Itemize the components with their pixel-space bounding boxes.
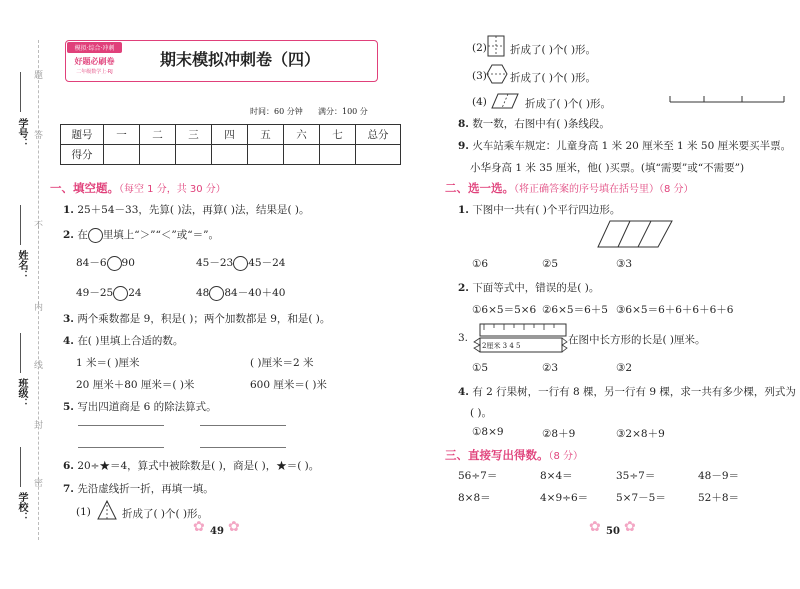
q-number: 8. <box>458 118 469 130</box>
school-field[interactable] <box>20 447 21 487</box>
choice-4 <box>458 384 796 399</box>
q-number: 6. <box>63 460 74 472</box>
q-text: 20÷★＝4，算式中被除数是( )，商是( )，★＝( )。 <box>77 460 320 472</box>
compare-item <box>196 255 285 271</box>
question-3 <box>63 311 330 326</box>
q-text: 25＋54－33，先算( )法，再算( )法，结果是( )。 <box>77 204 310 216</box>
score-input-cell[interactable] <box>356 145 401 165</box>
name-field[interactable] <box>20 205 21 245</box>
answer-line[interactable] <box>200 447 286 448</box>
q-text: 两个乘数都是 9，积是( )；两个加数都是 9，和是( )。 <box>77 313 331 325</box>
cut-char: 密 <box>34 479 44 489</box>
section-1-title: 一、填空题。 <box>50 181 119 195</box>
score-header-cell: 三 <box>176 125 212 145</box>
answer-line[interactable] <box>200 425 286 426</box>
parallelograms-figure <box>596 219 674 249</box>
q-number: 2. <box>458 282 469 294</box>
cut-char: 封 <box>34 421 44 431</box>
choice-4-line2: ( )。 <box>470 407 493 419</box>
answer-line[interactable] <box>78 425 164 426</box>
q7-part-2-label: (2) <box>472 42 487 54</box>
score-input-cell[interactable] <box>140 145 176 165</box>
score-input-cell[interactable] <box>104 145 140 165</box>
ruler-label: 2厘米 3 4 5 <box>482 342 521 350</box>
q-number: 1. <box>63 204 74 216</box>
option[interactable]: ①5 <box>472 362 489 374</box>
section-3-header <box>445 447 583 463</box>
score-header-cell: 题号 <box>61 125 104 145</box>
compare-circle[interactable] <box>107 256 122 271</box>
q-text: 在( )里填上合适的数。 <box>77 335 184 347</box>
q7-part-4-text: 折成了( )个( )形。 <box>525 98 612 110</box>
calc-item[interactable]: 56÷7＝ <box>458 470 498 482</box>
section-1-header <box>50 180 226 196</box>
score-input-cell[interactable] <box>320 145 356 165</box>
choice-2 <box>458 280 599 295</box>
question-7 <box>63 481 214 496</box>
compare-left: 45－23 <box>196 257 234 269</box>
q-text: 下图中一共有( )个平行四边形。 <box>472 204 621 216</box>
choice-3-number: 3. <box>458 332 469 344</box>
score-input-cell[interactable] <box>284 145 320 165</box>
q-number: 5. <box>63 401 74 413</box>
q-text: 数一数，右图中有( )条线段。 <box>472 118 610 130</box>
question-2 <box>63 227 219 243</box>
calc-item[interactable]: 5×7－5＝ <box>616 492 666 504</box>
compare-circle[interactable] <box>209 286 224 301</box>
full-score: 满分：100 分 <box>318 107 368 116</box>
section-3-note: （8 分） <box>548 451 584 462</box>
compare-circle[interactable] <box>233 256 248 271</box>
score-header-cell: 七 <box>320 125 356 145</box>
question-1 <box>63 202 310 217</box>
cut-char: 线 <box>34 361 44 371</box>
q-number: 7. <box>63 483 74 495</box>
cut-char: 答 <box>34 131 44 141</box>
q-number: 4. <box>458 386 469 398</box>
score-input-cell[interactable] <box>176 145 212 165</box>
section-2-title: 二、选一选。 <box>445 181 514 195</box>
option[interactable]: ①6 <box>472 258 489 270</box>
q-text: 先沿虚线折一折，再填一填。 <box>77 483 214 495</box>
question-4 <box>63 333 183 348</box>
palm-icon: ✿ <box>589 519 601 535</box>
student-number-label: 学号： <box>16 118 27 148</box>
option[interactable]: ①6×5＝5×6 <box>472 304 537 316</box>
q4-item: 600 厘米＝( )米 <box>250 379 327 391</box>
question-6 <box>63 458 319 473</box>
cut-char: 题 <box>34 71 44 81</box>
class-label: 班级： <box>16 378 27 408</box>
compare-right: 45－24 <box>248 257 286 269</box>
q7-part-1-text: 折成了( )个( )形。 <box>122 508 209 520</box>
page-number-left: 49 <box>210 526 224 537</box>
page-number-right: 50 <box>606 526 620 537</box>
q7-part-2-text: 折成了( )个( )形。 <box>510 44 597 56</box>
option[interactable]: ②8＋9 <box>542 428 576 440</box>
calc-item[interactable]: 52＋8＝ <box>698 492 740 504</box>
option[interactable]: ③3 <box>616 258 633 270</box>
score-header-cell: 二 <box>140 125 176 145</box>
section-3-title: 三、直接写出得数。 <box>445 448 549 462</box>
question-9-line2: 小华身高 1 米 35 厘米，他( )买票。(填“需要”或“不需要”) <box>470 162 745 174</box>
compare-item <box>76 285 142 301</box>
score-header-cell: 六 <box>284 125 320 145</box>
q-number: 1. <box>458 204 469 216</box>
q4-item: 20 厘米＋80 厘米＝( )米 <box>76 379 195 391</box>
brand-name: 好题必刷卷 <box>74 57 115 66</box>
calc-item[interactable]: 4×9÷6＝ <box>540 492 589 504</box>
q-text: 写出四道商是 6 的除法算式。 <box>77 401 217 413</box>
q4-item: 1 米＝( )厘米 <box>76 357 140 369</box>
compare-right: 90 <box>121 257 135 269</box>
section-2-header <box>445 180 694 196</box>
circle-blank-icon <box>88 228 103 243</box>
option[interactable]: ②5 <box>542 258 559 270</box>
page-title: 期末模拟冲刺卷（四） <box>160 50 321 69</box>
q-number: 4. <box>63 335 74 347</box>
compare-item <box>76 255 135 271</box>
brand-grade: 二年级数学上·RJ <box>76 69 113 75</box>
section-1-note: （每空 1 分，共 30 分） <box>119 184 226 195</box>
hexagon-shape-icon <box>486 63 508 85</box>
q4-item: ( )厘米＝2 米 <box>250 357 314 369</box>
q-text: 有 2 行果树，一行有 8 棵，另一行有 9 棵，求一共有多少棵，列式为 <box>472 386 796 398</box>
parallelogram-shape-icon <box>490 92 520 110</box>
question-8 <box>458 116 610 131</box>
q-number: 3. <box>63 313 74 325</box>
score-table <box>60 124 401 165</box>
compare-right: 84－40＋40 <box>224 287 286 299</box>
choice-1 <box>458 202 620 217</box>
calc-item[interactable]: 8×8＝ <box>458 492 491 504</box>
option[interactable]: ③6×5＝6＋6＋6＋6＋6 <box>616 304 734 316</box>
q7-part-3-text: 折成了( )个( )形。 <box>510 72 597 84</box>
palm-icon: ✿ <box>193 519 205 535</box>
question-5 <box>63 399 217 414</box>
q7-part-4-label: (4) <box>472 96 487 108</box>
palm-icon: ✿ <box>228 519 240 535</box>
compare-left: 49－25 <box>76 287 114 299</box>
score-input-cell[interactable] <box>212 145 248 165</box>
brand-top: 模拟·综合·冲刺 <box>67 42 122 53</box>
calc-item[interactable]: 8×4＝ <box>540 470 573 482</box>
school-label: 学校： <box>16 492 27 522</box>
binding-margin-line <box>38 40 39 540</box>
option[interactable]: ②6×5＝6＋5 <box>542 304 608 316</box>
score-header-cell: 总分 <box>356 125 401 145</box>
q-number: 9. <box>458 140 469 152</box>
q-text: 里填上“＞”“＜”或“＝”。 <box>102 229 220 241</box>
palm-icon: ✿ <box>624 519 636 535</box>
score-input-cell[interactable] <box>248 145 284 165</box>
q-text: 在 <box>77 229 88 241</box>
cut-char: 内 <box>34 303 44 313</box>
q-number: 2. <box>63 229 74 241</box>
score-header-cell: 五 <box>248 125 284 145</box>
calc-item[interactable]: 35÷7＝ <box>616 470 656 482</box>
time-limit: 时间：60 分钟 <box>250 107 303 116</box>
score-header-cell: 四 <box>212 125 248 145</box>
option[interactable]: ②3 <box>542 362 559 374</box>
q7-part-3-label: (3) <box>472 70 487 82</box>
compare-item <box>196 285 285 301</box>
class-field[interactable] <box>20 333 21 373</box>
brand-logo <box>67 42 122 76</box>
answer-line[interactable] <box>78 447 164 448</box>
name-label: 姓名： <box>16 250 27 280</box>
option[interactable]: ③2×8＋9 <box>616 428 665 440</box>
cut-char: 不 <box>34 221 44 231</box>
q7-part-1-label: (1) <box>76 506 91 518</box>
calc-item[interactable]: 48－9＝ <box>698 470 740 482</box>
section-2-note: （将正确答案的序号填在括号里）（8 分） <box>514 184 694 195</box>
line-segments-figure <box>668 92 788 108</box>
compare-left: 84－6 <box>76 257 107 269</box>
compare-left: 48 <box>196 287 210 299</box>
choice-3-text: 在图中长方形的长是( )厘米。 <box>568 334 706 346</box>
compare-circle[interactable] <box>113 286 128 301</box>
triangle-shape-icon <box>96 499 118 521</box>
option[interactable]: ③2 <box>616 362 633 374</box>
score-row-label: 得分 <box>61 145 104 165</box>
compare-right: 24 <box>128 287 142 299</box>
option[interactable]: ①8×9 <box>472 426 504 438</box>
score-header-cell: 一 <box>104 125 140 145</box>
q-text: 下面等式中，错误的是( )。 <box>472 282 600 294</box>
q-text: 火车站乘车规定：儿童身高 1 米 20 厘米至 1 米 50 厘米要买半票。 <box>472 140 792 152</box>
square-shape-icon <box>486 34 506 58</box>
question-9 <box>458 138 791 153</box>
student-number-field[interactable] <box>20 72 21 112</box>
